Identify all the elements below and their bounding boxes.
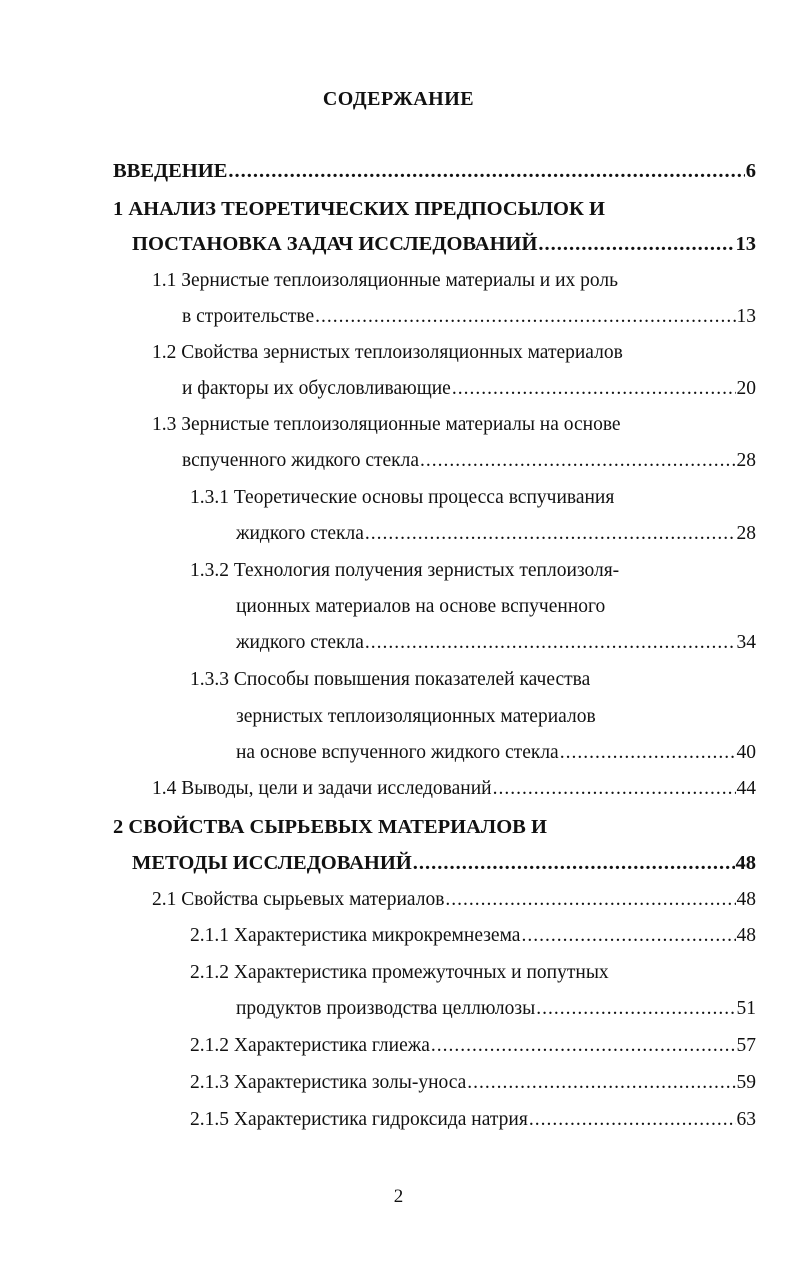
toc-entry-text: МЕТОДЫ ИССЛЕДОВАНИЙ [132, 852, 412, 874]
toc-subsection-1-3-3-title-cont: зернистых теплоизоляционных материалов [236, 706, 596, 727]
toc-leader-dots [452, 376, 736, 402]
toc-page-number: 28 [736, 450, 756, 471]
toc-chapter-2 [132, 850, 756, 876]
toc-section-1-2-title: 1.2 Свойства зернистых теплоизоляционных материалов [152, 342, 623, 363]
toc-entry-text: 2.1.1 Характеристика микрокремнезема [190, 925, 521, 946]
page-title: СОДЕРЖАНИЕ [322, 88, 475, 110]
toc-subsection-1-3-1 [236, 521, 756, 547]
toc-page-number: 6 [745, 160, 756, 182]
toc-subsection-1-3-3 [236, 740, 756, 766]
toc-entry-text: продуктов производства целлюлозы [236, 998, 536, 1019]
toc-leader-dots [413, 850, 735, 876]
toc-leader-dots [315, 304, 735, 330]
toc-section-2-1 [152, 887, 756, 913]
toc-page-number: 48 [735, 852, 756, 874]
toc-entry-text: в строительстве [182, 306, 315, 327]
toc-leader-dots [529, 1107, 736, 1133]
toc-subsection-1-3-2 [236, 630, 756, 656]
toc-leader-dots [536, 996, 735, 1022]
toc-leader-dots [445, 887, 735, 913]
toc-subsection-2-1-3 [190, 1070, 756, 1096]
toc-subsection-1-3-2-title: 1.3.2 Технология получения зернистых теплоизоля- [190, 560, 620, 581]
toc-section-1-3 [182, 448, 756, 474]
toc-entry-introduction [113, 158, 756, 184]
toc-entry-text: жидкого стекла [236, 632, 364, 653]
toc-leader-dots [365, 630, 736, 656]
toc-page-number: 48 [736, 925, 756, 946]
toc-leader-dots [365, 521, 736, 547]
toc-subsection-1-3-2-title-cont: ционных материалов на основе вспученного [236, 596, 606, 617]
toc-leader-dots [493, 776, 736, 802]
toc-subsection-2-1-2 [236, 996, 756, 1022]
toc-entry-text: ПОСТАНОВКА ЗАДАЧ ИССЛЕДОВАНИЙ [132, 233, 538, 255]
toc-entry-text: 1.4 Выводы, цели и задачи исследований [152, 778, 492, 799]
toc-entry-text: и факторы их обусловливающие [182, 378, 451, 399]
toc-entry-text: на основе вспученного жидкого стекла [236, 742, 559, 763]
toc-leader-dots [228, 158, 744, 184]
toc-entry-text: 2.1.2 Характеристика глиежа [190, 1035, 430, 1056]
toc-page-number: 57 [736, 1035, 756, 1056]
toc-chapter-1 [132, 231, 756, 257]
toc-section-1-1-title: 1.1 Зернистые теплоизоляционные материалы и их роль [152, 270, 619, 291]
toc-section-1-3-title: 1.3 Зернистые теплоизоляционные материалы на основе [152, 414, 621, 435]
toc-entry-text: ВВЕДЕНИЕ [113, 160, 228, 182]
toc-leader-dots [521, 923, 735, 949]
toc-section-1-1 [182, 304, 756, 330]
toc-entry-text: 2.1 Свойства сырьевых материалов [152, 889, 445, 910]
toc-page-number: 40 [736, 742, 756, 763]
toc-entry-text: вспученного жидкого стекла [182, 450, 420, 471]
toc-subsection-2-1-5 [190, 1107, 756, 1133]
toc-entry-text: 2.1.3 Характеристика золы-уноса [190, 1072, 467, 1093]
toc-chapter-1-title: 1 АНАЛИЗ ТЕОРЕТИЧЕСКИХ ПРЕДПОСЫЛОК И [113, 198, 605, 220]
toc-section-1-2 [182, 376, 756, 402]
toc-page-number: 63 [736, 1109, 756, 1130]
toc-page-number: 13 [736, 306, 756, 327]
toc-subsection-1-3-1-title: 1.3.1 Теоретические основы процесса вспучивания [190, 487, 615, 508]
toc-leader-dots [538, 231, 734, 257]
toc-page-number: 28 [736, 523, 756, 544]
toc-leader-dots [560, 740, 736, 766]
toc-page-number: 48 [736, 889, 756, 910]
toc-page-number: 34 [736, 632, 756, 653]
toc-page-number: 13 [735, 233, 756, 255]
toc-leader-dots [420, 448, 735, 474]
toc-entry-text: 2.1.5 Характеристика гидроксида натрия [190, 1109, 528, 1130]
toc-section-1-4 [152, 776, 756, 802]
toc-page-number: 59 [736, 1072, 756, 1093]
toc-chapter-2-title: 2 СВОЙСТВА СЫРЬЕВЫХ МАТЕРИАЛОВ И [113, 816, 547, 838]
toc-page-number: 20 [736, 378, 756, 399]
toc-leader-dots [431, 1033, 736, 1059]
toc-subsection-2-1-2b [190, 1033, 756, 1059]
page-number: 2 [393, 1186, 404, 1207]
toc-subsection-2-1-1 [190, 923, 756, 949]
toc-leader-dots [467, 1070, 735, 1096]
toc-subsection-1-3-3-title: 1.3.3 Способы повышения показателей качества [190, 669, 591, 690]
toc-page-number: 44 [736, 778, 756, 799]
toc-entry-text: жидкого стекла [236, 523, 364, 544]
toc-subsection-2-1-2-title: 2.1.2 Характеристика промежуточных и попутных [190, 962, 609, 983]
toc-page-number: 51 [736, 998, 756, 1019]
